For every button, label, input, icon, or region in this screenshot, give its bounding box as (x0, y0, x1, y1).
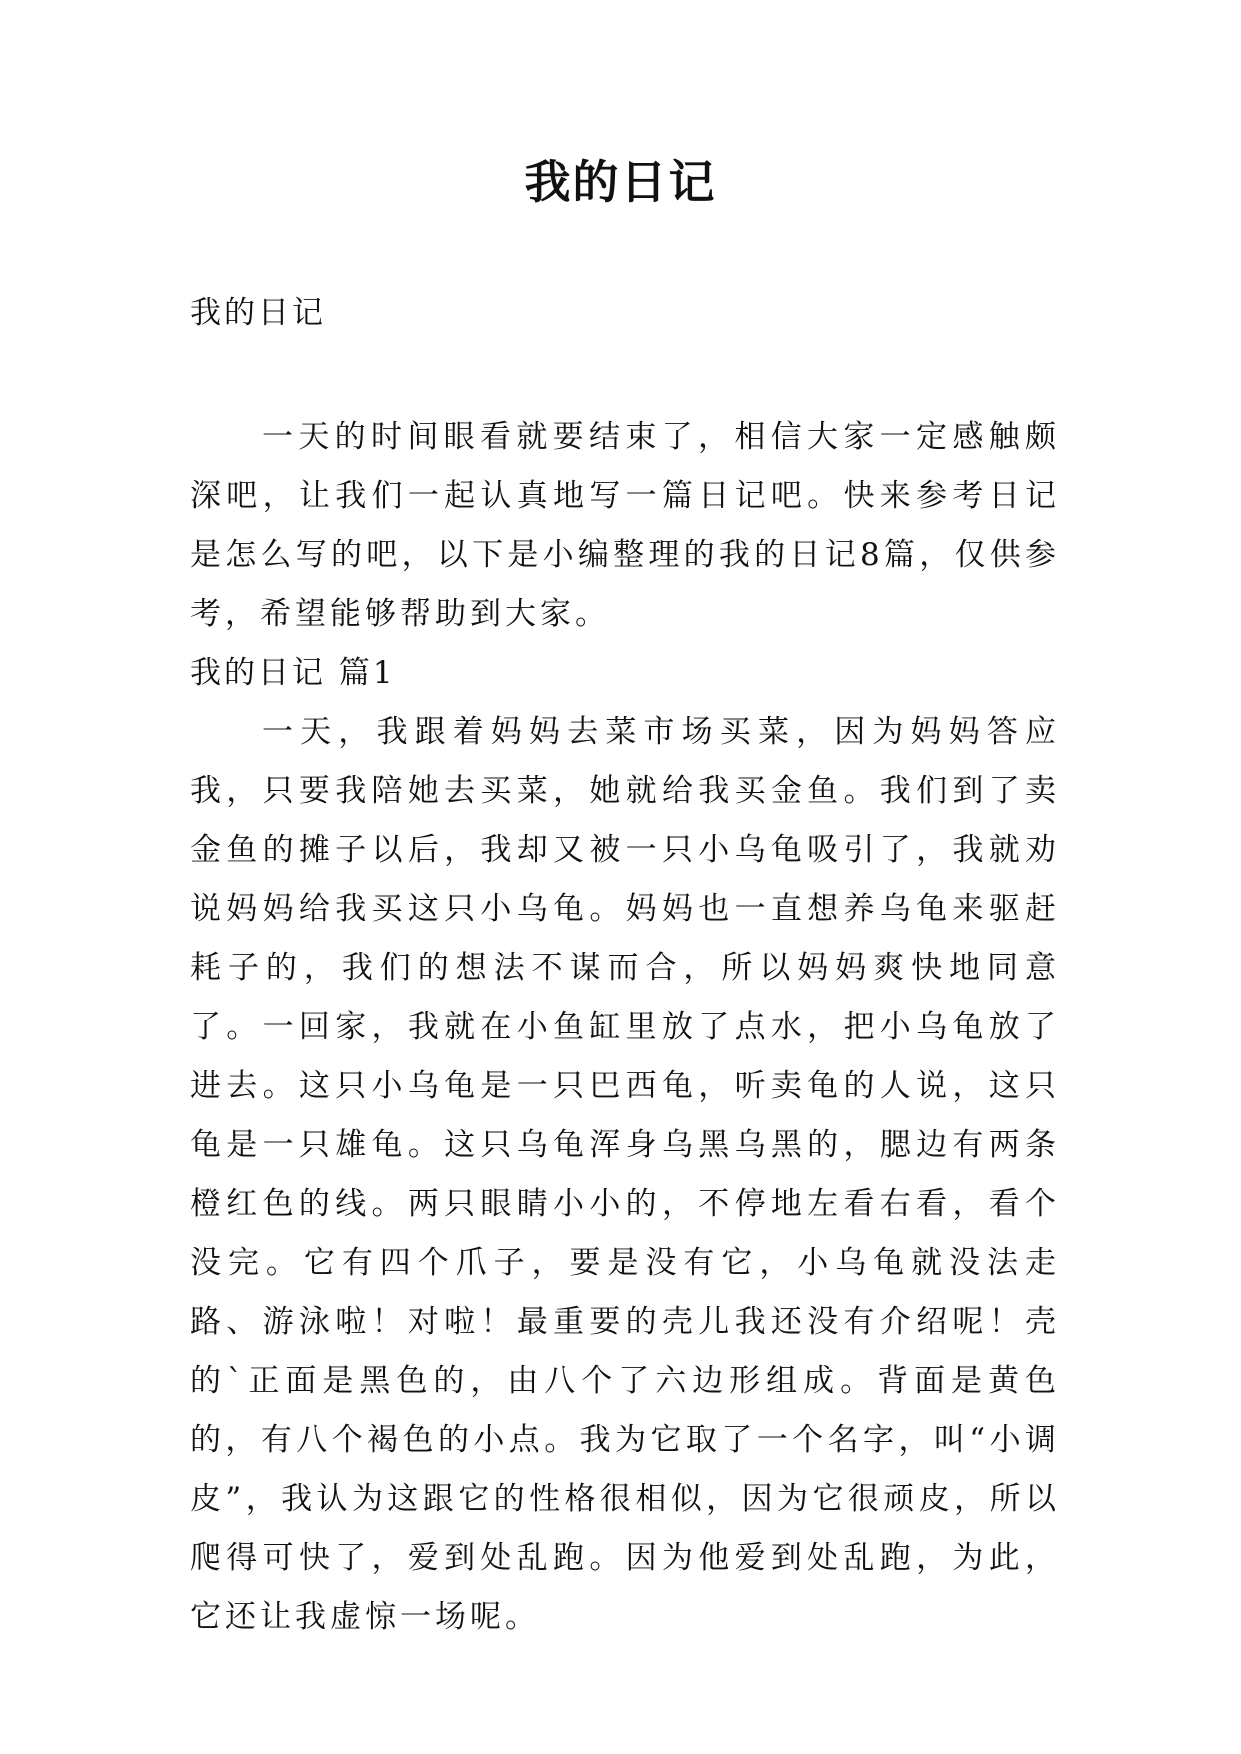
section-paragraph: 一天，我跟着妈妈去菜市场买菜，因为妈妈答应我，只要我陪她去买菜，她就给我买金鱼。我们到了卖金鱼的摊子以后，我却又被一只小乌龟吸引了，我就劝说妈妈给我买这只小乌龟。妈妈也一直想养乌龟来驱赶耗子的，我们的想法不谋而合，所以妈妈爽快地同意了。一回家，我就在小鱼缸里放了点水，把小乌龟放了进去。这只小乌龟是一只巴西龟，听卖龟的人说，这只龟是一只雄龟。这只乌龟浑身乌黑乌黑的，腮边有两条橙红色的线。两只眼睛小小的，不停地左看右看，看个没完。它有四个爪子，要是没有它，小乌龟就没法走路、游泳啦！对啦！最重要的壳儿我还没有介绍呢！壳的`正面是黑色的，由八个了六边形组成。背面是黄色的，有八个褐色的小点。我为它取了一个名字，叫“小调皮”，我认为这跟它的性格很相似，因为它很顽皮，所以爬得可快了，爱到处乱跑。因为他爱到处乱跑，为此，它还让我虚惊一场呢。 (190, 714, 1060, 1635)
intro-paragraph: 一天的时间眼看就要结束了，相信大家一定感触颇深吧，让我们一起认真地写一篇日记吧。快来参考日记是怎么写的吧，以下是小编整理的我的日记8篇，仅供参考，希望能够帮助到大家。 (190, 419, 1060, 632)
page-title: 我的日记 (524, 155, 717, 209)
section-heading: 我的日记 篇1 (190, 655, 396, 691)
document-subtitle: 我的日记 (190, 295, 326, 331)
document-body (190, 408, 1060, 1647)
